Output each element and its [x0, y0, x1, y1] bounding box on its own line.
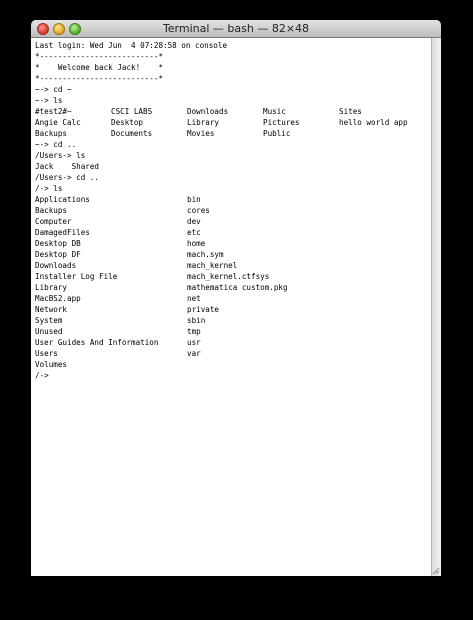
listing-entry: Desktop: [111, 118, 144, 127]
listing-entry: Desktop DB: [35, 239, 81, 248]
terminal-text: /-> ls: [35, 184, 63, 193]
terminal-line: [35, 84, 431, 95]
listing-entry: mathematica custom.pkg: [187, 283, 288, 292]
terminal-line: [35, 304, 431, 315]
terminal-text: *--------------------------*: [35, 52, 164, 61]
vertical-scrollbar[interactable]: [431, 38, 441, 576]
terminal-line: [35, 227, 431, 238]
listing-entry: home: [187, 239, 206, 248]
terminal-text: /Users-> cd ..: [35, 173, 100, 182]
listing-entry: Movies: [187, 129, 215, 138]
terminal-line: [35, 194, 431, 205]
listing-entry: Network: [35, 305, 68, 314]
listing-entry: Music: [263, 107, 286, 116]
listing-entry: Pictures: [263, 118, 300, 127]
terminal-text: Jack Shared: [35, 162, 100, 171]
terminal-line: [35, 370, 431, 381]
listing-entry: Computer: [35, 217, 72, 226]
listing-entry: Downloads: [35, 261, 77, 270]
terminal-text: * Welcome back Jack! *: [35, 63, 164, 72]
listing-entry: Backups: [35, 206, 68, 215]
listing-entry: User Guides And Information: [35, 338, 159, 347]
terminal-window: [31, 20, 441, 576]
listing-entry: dev: [187, 217, 201, 226]
terminal-line: [35, 216, 431, 227]
terminal-line: [35, 172, 431, 183]
terminal-line: [35, 139, 431, 150]
terminal-text: ~-> ls: [35, 96, 63, 105]
terminal-content[interactable]: [31, 38, 431, 576]
listing-entry: private: [187, 305, 220, 314]
listing-entry: etc: [187, 228, 201, 237]
terminal-line: [35, 271, 431, 282]
terminal-text: Last login: Wed Jun 4 07:28:58 on console: [35, 41, 228, 50]
listing-entry: Angie Calc: [35, 118, 81, 127]
listing-entry: tmp: [187, 327, 201, 336]
resize-grip-icon[interactable]: [431, 566, 440, 575]
listing-entry: Documents: [111, 129, 153, 138]
terminal-line: [35, 95, 431, 106]
terminal-line: [35, 293, 431, 304]
listing-entry: cores: [187, 206, 210, 215]
terminal-line: [35, 359, 431, 370]
listing-entry: Sites: [339, 107, 362, 116]
terminal-line: [35, 183, 431, 194]
terminal-line: [35, 326, 431, 337]
terminal-output[interactable]: [31, 38, 431, 381]
listing-entry: hello world app: [339, 118, 408, 127]
listing-entry: DamagedFiles: [35, 228, 90, 237]
terminal-line: [35, 315, 431, 326]
listing-entry: CSCI LABS: [111, 107, 153, 116]
terminal-line: [35, 238, 431, 249]
listing-entry: net: [187, 294, 201, 303]
terminal-line: [35, 117, 431, 128]
listing-entry: Public: [263, 129, 291, 138]
listing-entry: Desktop DF: [35, 250, 81, 259]
title-bar[interactable]: [31, 20, 441, 38]
terminal-line: [35, 161, 431, 172]
listing-entry: #test2#~: [35, 107, 72, 116]
listing-entry: bin: [187, 195, 201, 204]
listing-entry: mach.sym: [187, 250, 224, 259]
terminal-line: [35, 51, 431, 62]
terminal-text: Volumes: [35, 360, 68, 369]
listing-entry: Library: [35, 283, 68, 292]
terminal-line: [35, 249, 431, 260]
terminal-line: [35, 282, 431, 293]
terminal-line: [35, 62, 431, 73]
terminal-line: [35, 40, 431, 51]
listing-entry: MacBS2.app: [35, 294, 81, 303]
listing-entry: Library: [187, 118, 220, 127]
listing-entry: Users: [35, 349, 58, 358]
listing-entry: mach_kernel.ctfsys: [187, 272, 270, 281]
terminal-line: [35, 205, 431, 216]
listing-entry: Applications: [35, 195, 90, 204]
listing-entry: usr: [187, 338, 201, 347]
listing-entry: var: [187, 349, 201, 358]
terminal-line: [35, 150, 431, 161]
terminal-text: /->: [35, 371, 49, 380]
window-title: Terminal — bash — 82×48: [162, 22, 310, 35]
terminal-text: /Users-> ls: [35, 151, 86, 160]
listing-entry: Unused: [35, 327, 63, 336]
terminal-line: [35, 73, 431, 84]
listing-entry: sbin: [187, 316, 206, 325]
listing-entry: Downloads: [187, 107, 229, 116]
terminal-text: ~-> cd ~: [35, 85, 72, 94]
listing-entry: mach_kernel: [187, 261, 238, 270]
terminal-line: [35, 128, 431, 139]
listing-entry: System: [35, 316, 63, 325]
listing-entry: Backups: [35, 129, 68, 138]
terminal-line: [35, 106, 431, 117]
terminal-text: *--------------------------*: [35, 74, 164, 83]
terminal-line: [35, 337, 431, 348]
terminal-text: ~-> cd ..: [35, 140, 77, 149]
listing-entry: Installer Log File: [35, 272, 118, 281]
terminal-line: [35, 348, 431, 359]
terminal-line: [35, 260, 431, 271]
